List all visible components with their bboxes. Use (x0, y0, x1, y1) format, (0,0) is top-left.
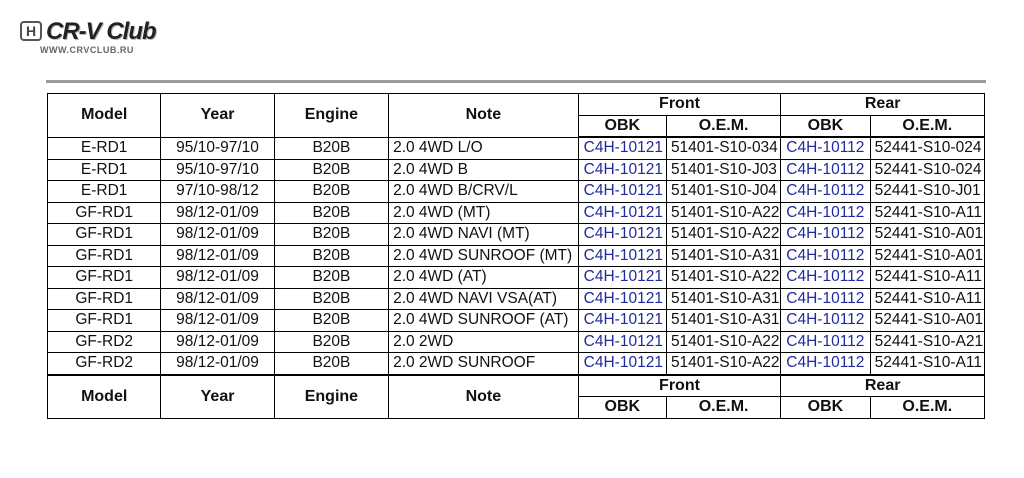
cell-front-obk[interactable]: C4H-10121 (578, 202, 666, 224)
cell-front-oem: 51401-S10-J04 (666, 181, 780, 203)
cell-model: GF-RD1 (48, 288, 161, 310)
table-row (48, 202, 985, 224)
cell-rear-oem: 52441-S10-A01 (870, 310, 984, 332)
cell-model: GF-RD1 (48, 202, 161, 224)
cell-year: 98/12-01/09 (161, 202, 274, 224)
cell-rear-obk[interactable]: C4H-10112 (781, 267, 870, 289)
cell-rear-obk[interactable]: C4H-10112 (781, 245, 870, 267)
header-note: Note (389, 94, 579, 138)
cell-note: 2.0 4WD NAVI VSA(AT) (389, 288, 579, 310)
cell-rear-oem: 52441-S10-A11 (870, 288, 984, 310)
cell-engine: B20B (274, 288, 388, 310)
cell-note: 2.0 4WD B/CRV/L (389, 181, 579, 203)
cell-rear-obk[interactable]: C4H-10112 (781, 353, 870, 375)
cell-note: 2.0 4WD B (389, 159, 579, 181)
cell-engine: B20B (274, 202, 388, 224)
parts-table (47, 93, 985, 419)
cell-note: 2.0 4WD L/O (389, 137, 579, 159)
cell-front-obk[interactable]: C4H-10121 (578, 224, 666, 246)
header-front: Front (578, 94, 781, 116)
cell-note: 2.0 2WD SUNROOF (389, 353, 579, 375)
cell-model: GF-RD1 (48, 224, 161, 246)
header-front-obk: OBK (578, 115, 666, 137)
cell-front-oem: 51401-S10-A22 (666, 331, 780, 353)
table-row (48, 353, 985, 375)
cell-rear-obk[interactable]: C4H-10112 (781, 310, 870, 332)
cell-rear-obk[interactable]: C4H-10112 (781, 224, 870, 246)
cell-note: 2.0 4WD NAVI (MT) (389, 224, 579, 246)
cell-rear-obk[interactable]: C4H-10112 (781, 202, 870, 224)
table-row (48, 310, 985, 332)
cell-front-obk[interactable]: C4H-10121 (578, 288, 666, 310)
header-divider (46, 80, 986, 83)
cell-year: 97/10-98/12 (161, 181, 274, 203)
footer-year: Year (161, 375, 274, 419)
cell-front-oem: 51401-S10-A22 (666, 267, 780, 289)
cell-year: 98/12-01/09 (161, 224, 274, 246)
table-footer (48, 375, 985, 419)
cell-engine: B20B (274, 310, 388, 332)
footer-rear-oem: O.E.M. (870, 397, 984, 419)
cell-note: 2.0 4WD (MT) (389, 202, 579, 224)
cell-year: 98/12-01/09 (161, 331, 274, 353)
cell-rear-oem: 52441-S10-024 (870, 137, 984, 159)
cell-rear-obk[interactable]: C4H-10112 (781, 331, 870, 353)
table-row (48, 288, 985, 310)
cell-model: E-RD1 (48, 137, 161, 159)
cell-rear-obk[interactable]: C4H-10112 (781, 181, 870, 203)
cell-front-oem: 51401-S10-A31 (666, 310, 780, 332)
cell-front-oem: 51401-S10-A22 (666, 353, 780, 375)
footer-rear: Rear (781, 375, 985, 397)
footer-front-obk: OBK (578, 397, 666, 419)
cell-front-obk[interactable]: C4H-10121 (578, 137, 666, 159)
cell-note: 2.0 4WD SUNROOF (MT) (389, 245, 579, 267)
cell-front-obk[interactable]: C4H-10121 (578, 159, 666, 181)
cell-rear-oem: 52441-S10-A11 (870, 202, 984, 224)
footer-front: Front (578, 375, 781, 397)
cell-model: GF-RD2 (48, 331, 161, 353)
cell-year: 95/10-97/10 (161, 137, 274, 159)
cell-model: GF-RD1 (48, 245, 161, 267)
footer-front-oem: O.E.M. (666, 397, 780, 419)
cell-front-oem: 51401-S10-A31 (666, 288, 780, 310)
cell-rear-oem: 52441-S10-A21 (870, 331, 984, 353)
cell-engine: B20B (274, 181, 388, 203)
cell-front-oem: 51401-S10-034 (666, 137, 780, 159)
footer-rear-obk: OBK (781, 397, 870, 419)
cell-front-oem: 51401-S10-A31 (666, 245, 780, 267)
table-row (48, 159, 985, 181)
cell-front-obk[interactable]: C4H-10121 (578, 310, 666, 332)
cell-note: 2.0 2WD (389, 331, 579, 353)
table-row (48, 267, 985, 289)
footer-engine: Engine (274, 375, 388, 419)
cell-front-obk[interactable]: C4H-10121 (578, 267, 666, 289)
table-row (48, 245, 985, 267)
cell-engine: B20B (274, 353, 388, 375)
honda-badge-icon: H (20, 21, 42, 41)
cell-year: 98/12-01/09 (161, 353, 274, 375)
site-logo (18, 18, 168, 58)
cell-rear-oem: 52441-S10-024 (870, 159, 984, 181)
cell-model: GF-RD1 (48, 310, 161, 332)
cell-year: 98/12-01/09 (161, 310, 274, 332)
table-row (48, 181, 985, 203)
cell-year: 98/12-01/09 (161, 245, 274, 267)
header-rear-oem: O.E.M. (870, 115, 984, 137)
cell-model: E-RD1 (48, 181, 161, 203)
cell-rear-oem: 52441-S10-A01 (870, 245, 984, 267)
logo-domain-text: WWW.CRVCLUB.RU (40, 45, 134, 55)
cell-rear-oem: 52441-S10-A11 (870, 353, 984, 375)
cell-front-obk[interactable]: C4H-10121 (578, 331, 666, 353)
header-rear: Rear (781, 94, 985, 116)
cell-model: GF-RD1 (48, 267, 161, 289)
cell-front-oem: 51401-S10-A22 (666, 224, 780, 246)
table-row (48, 224, 985, 246)
cell-engine: B20B (274, 224, 388, 246)
header-year: Year (161, 94, 274, 138)
cell-model: E-RD1 (48, 159, 161, 181)
cell-engine: B20B (274, 331, 388, 353)
header-engine: Engine (274, 94, 388, 138)
cell-front-oem: 51401-S10-A22 (666, 202, 780, 224)
cell-front-obk[interactable]: C4H-10121 (578, 181, 666, 203)
cell-year: 98/12-01/09 (161, 267, 274, 289)
cell-note: 2.0 4WD (AT) (389, 267, 579, 289)
cell-engine: B20B (274, 159, 388, 181)
cell-rear-obk[interactable]: C4H-10112 (781, 137, 870, 159)
cell-engine: B20B (274, 267, 388, 289)
cell-rear-oem: 52441-S10-J01 (870, 181, 984, 203)
cell-engine: B20B (274, 245, 388, 267)
header-rear-obk: OBK (781, 115, 870, 137)
cell-front-oem: 51401-S10-J03 (666, 159, 780, 181)
cell-rear-obk[interactable]: C4H-10112 (781, 159, 870, 181)
footer-note: Note (389, 375, 579, 419)
cell-year: 95/10-97/10 (161, 159, 274, 181)
cell-engine: B20B (274, 137, 388, 159)
cell-year: 98/12-01/09 (161, 288, 274, 310)
table-body (48, 137, 985, 375)
table-row (48, 331, 985, 353)
cell-note: 2.0 4WD SUNROOF (AT) (389, 310, 579, 332)
cell-model: GF-RD2 (48, 353, 161, 375)
header-front-oem: O.E.M. (666, 115, 780, 137)
table-header (48, 94, 985, 138)
header-model: Model (48, 94, 161, 138)
logo-brand-text: CR-V Club (46, 18, 156, 45)
footer-model: Model (48, 375, 161, 419)
cell-rear-oem: 52441-S10-A11 (870, 267, 984, 289)
cell-front-obk[interactable]: C4H-10121 (578, 245, 666, 267)
cell-rear-oem: 52441-S10-A01 (870, 224, 984, 246)
table-row (48, 137, 985, 159)
cell-front-obk[interactable]: C4H-10121 (578, 353, 666, 375)
cell-rear-obk[interactable]: C4H-10112 (781, 288, 870, 310)
